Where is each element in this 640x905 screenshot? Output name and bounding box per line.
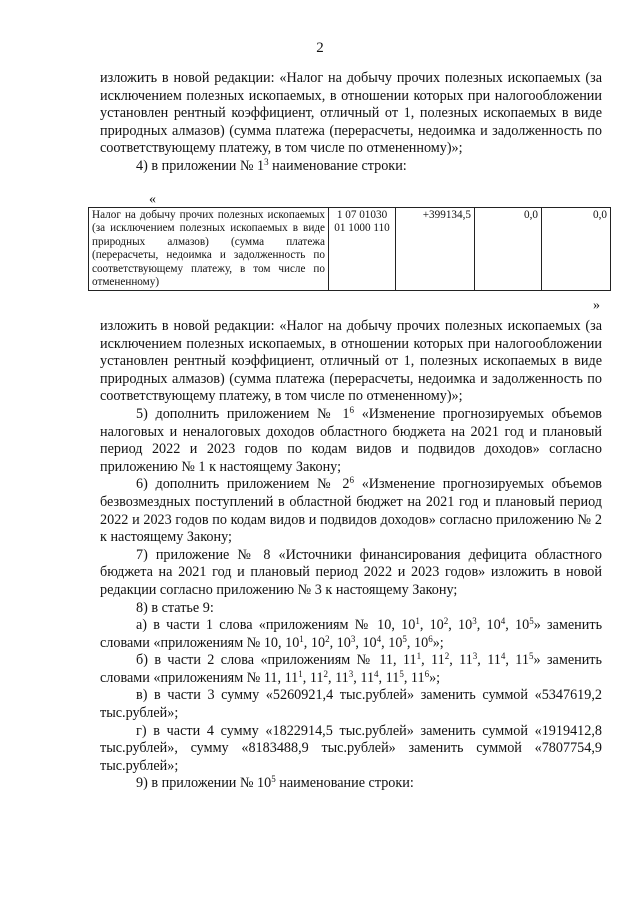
paragraph-item-8: 8) в статье 9: xyxy=(136,599,214,616)
paragraph-item-9: 9) в приложении № $10^5$ наименование строки: xyxy=(136,774,414,792)
paragraph-new-wording-1: изложить в новой редакции: «Налог на добычу прочих полезных ископаемых (за исключением полезных ископаемых, в отношении которых при налогообложении установлен рентный коэффициент, отличный от 1, полезных ископаемых в виде природных алмазов) (сумма платежа (перерасчеты, недоимка и задолженность по соответствующему платежу, в том числе по отмененному)»; xyxy=(100,70,602,157)
table-cell-value-3: 0,0 xyxy=(542,208,611,291)
paragraph-item-8d: г) в части 4 сумму «1822914,5 тыс.рублей» заменить суммой «1919412,8 тыс.рублей», сумму «8183488,9 тыс.рублей» заменить суммой «7807754,9 тыс.рублей»; xyxy=(100,722,602,774)
paragraph-item-8a: а) в части 1 слова «приложениям № 10, $10^1$, $10^2$, $10^3$, $10^4$, $10^5$» заменить словами «приложениям № 10, $10^1$, $10^2$, $10^3$, $10^4$, $10^5$, $10^6$»; xyxy=(100,616,603,651)
text-block-main xyxy=(100,318,602,793)
paragraph-item-5: 5) дополнить приложением № $1^6$ «Изменение прогнозируемых объемов налоговых и неналоговых доходов областного бюджета на 2021 год и плановый период 2022 и 2023 годов по кодам видов и подвидов доходов» согласно приложению № 1 к настоящему Закону; xyxy=(100,404,602,475)
quote-close-mark: » xyxy=(593,298,600,313)
table-cell-value-2: 0,0 xyxy=(475,208,542,291)
text-block-top xyxy=(100,70,602,176)
paragraph-item-8c: в) в части 3 сумму «5260921,4 тыс.рублей» заменить суммой «5347619,2 тыс.рублей»; xyxy=(100,687,602,722)
table-cell-code: 1 07 01030 01 1000 110 xyxy=(329,208,396,291)
quote-open-mark: « xyxy=(149,192,156,207)
revenue-table xyxy=(88,207,611,291)
table-cell-name: Налог на добычу прочих полезных ископаемых (за исключением полезных ископаемых в виде природных алмазов) (сумма платежа (перерасчеты, недоимка и задолженность по соответствующему платежу, в том числе по отмененному) xyxy=(89,208,329,291)
paragraph-item-7: 7) приложение № 8 «Источники финансирования дефицита областного бюджета на 2021 год и плановый период 2022 и 2023 годов» изложить в новой редакции согласно приложению № 3 к настоящему Закону; xyxy=(100,546,602,598)
paragraph-item-6: 6) дополнить приложением № $2^6$ «Изменение прогнозируемых объемов безвозмездных поступлений в областной бюджет на 2021 год и плановый период 2022 и 2023 годов по кодам видов и подвидов доходов» согласно приложению № 2 к настоящему Закону; xyxy=(100,475,602,546)
table-row xyxy=(89,208,611,291)
page-number: 2 xyxy=(316,40,324,56)
paragraph-item-4: 4) в приложении № $1^3$ наименование строки: xyxy=(136,156,407,174)
table-cell-value-1: +399134,5 xyxy=(396,208,475,291)
paragraph-item-8b: б) в части 2 слова «приложениям № 11, $11^1$, $11^2$, $11^3$, $11^4$, $11^5$» заменить словами «приложениям № 11, $11^1$, $11^2$, $11^3$, $11^4$, $11^5$, $11^6$»; xyxy=(100,651,602,686)
paragraph-new-wording-2: изложить в новой редакции: «Налог на добычу прочих полезных ископаемых (за исключением полезных ископаемых, в отношении которых при налогообложении установлен рентный коэффициент, отличный от 1, полезных ископаемых в виде природных алмазов) (сумма платежа (перерасчеты, недоимка и задолженность по соответствующему платежу, в том числе по отмененному)»; xyxy=(100,318,602,405)
